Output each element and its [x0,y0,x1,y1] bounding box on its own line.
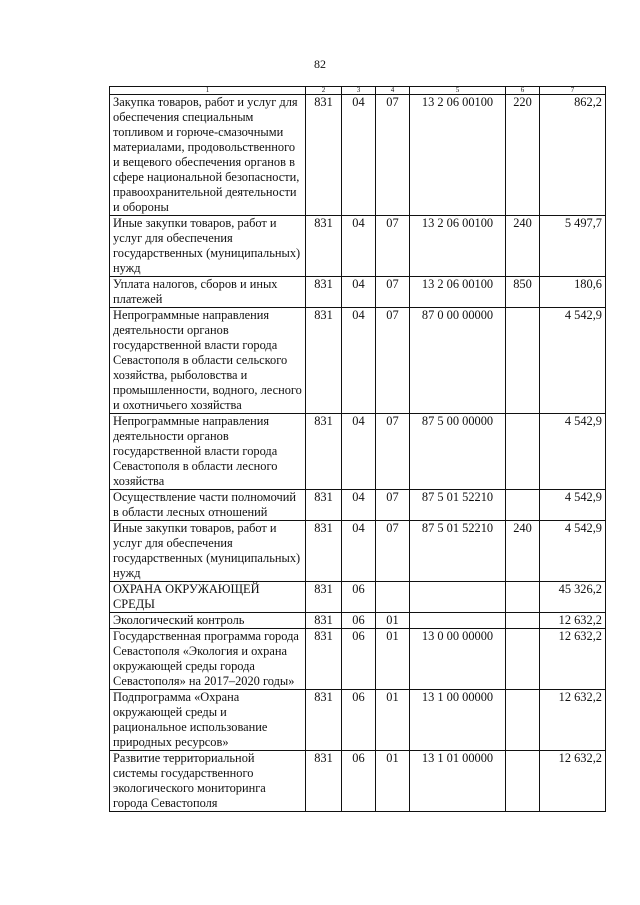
cell-grbs: 831 [306,414,342,490]
header-col-7: 7 [540,87,606,95]
cell-grbs: 831 [306,613,342,629]
cell-name: Непрограммные направления деятельности органов государственной власти города Севастополя в области лесного хозяйства [110,414,306,490]
cell-subsection: 01 [376,613,410,629]
cell-grbs: 831 [306,582,342,613]
cell-amount: 862,2 [540,95,606,216]
cell-grbs: 831 [306,277,342,308]
table-row [110,582,606,613]
cell-target-article: 13 0 00 00000 [410,629,506,690]
table-row [110,521,606,582]
cell-expense-type [506,751,540,812]
header-col-2: 2 [306,87,342,95]
header-col-4: 4 [376,87,410,95]
cell-name: Государственная программа города Севастополя «Экология и охрана окружающей среды города Севастополя» на 2017–2020 годы» [110,629,306,690]
table-body [110,95,606,812]
cell-expense-type [506,308,540,414]
cell-amount: 4 542,9 [540,521,606,582]
cell-name: Осуществление части полномочий в области лесных отношений [110,490,306,521]
table-row [110,277,606,308]
cell-grbs: 831 [306,308,342,414]
cell-section: 04 [342,521,376,582]
cell-target-article: 87 5 01 52210 [410,490,506,521]
cell-amount: 4 542,9 [540,490,606,521]
cell-section: 06 [342,690,376,751]
cell-section: 06 [342,582,376,613]
cell-section: 04 [342,216,376,277]
cell-subsection: 07 [376,308,410,414]
page-number: 82 [314,57,326,71]
cell-amount: 12 632,2 [540,613,606,629]
table-row [110,216,606,277]
cell-subsection: 07 [376,95,410,216]
cell-expense-type [506,582,540,613]
header-col-5: 5 [410,87,506,95]
cell-section: 04 [342,277,376,308]
cell-name: Непрограммные направления деятельности органов государственной власти города Севастополя в области сельского хозяйства, рыболовства и промышленности, водного, лесного и охотничьего хозяйства [110,308,306,414]
cell-target-article: 13 2 06 00100 [410,277,506,308]
cell-expense-type: 240 [506,521,540,582]
cell-name: Развитие территориальной системы государственного экологического мониторинга города Севастополя [110,751,306,812]
cell-target-article: 13 2 06 00100 [410,216,506,277]
cell-expense-type: 240 [506,216,540,277]
cell-target-article: 87 5 00 00000 [410,414,506,490]
cell-name: Уплата налогов, сборов и иных платежей [110,277,306,308]
cell-grbs: 831 [306,95,342,216]
cell-grbs: 831 [306,751,342,812]
cell-subsection: 01 [376,751,410,812]
header-col-1: 1 [110,87,306,95]
cell-target-article [410,613,506,629]
cell-target-article [410,582,506,613]
cell-grbs: 831 [306,690,342,751]
cell-section: 04 [342,414,376,490]
table-row [110,751,606,812]
cell-subsection: 07 [376,521,410,582]
table-row [110,690,606,751]
header-col-3: 3 [342,87,376,95]
cell-amount: 180,6 [540,277,606,308]
cell-name: Иные закупки товаров, работ и услуг для обеспечения государственных (муниципальных) нужд [110,216,306,277]
header-col-6: 6 [506,87,540,95]
cell-subsection: 01 [376,690,410,751]
cell-subsection: 07 [376,490,410,521]
header-row [110,87,606,95]
cell-amount: 4 542,9 [540,308,606,414]
table-row [110,629,606,690]
cell-expense-type [506,490,540,521]
cell-subsection: 07 [376,277,410,308]
cell-name: Экологический контроль [110,613,306,629]
cell-target-article: 87 5 01 52210 [410,521,506,582]
cell-section: 04 [342,490,376,521]
table-row [110,613,606,629]
cell-amount: 5 497,7 [540,216,606,277]
cell-section: 06 [342,751,376,812]
cell-amount: 45 326,2 [540,582,606,613]
table-row [110,308,606,414]
cell-section: 04 [342,95,376,216]
cell-expense-type [506,690,540,751]
cell-section: 06 [342,613,376,629]
table-row [110,95,606,216]
cell-name: Закупка товаров, работ и услуг для обеспечения специальным топливом и горюче-смазочными материалами, продовольственного и вещевого обеспечения органов в сфере национальной безопасности, правоохранительной деятельности и обороны [110,95,306,216]
cell-amount: 4 542,9 [540,414,606,490]
cell-subsection: 01 [376,629,410,690]
cell-target-article: 13 1 01 00000 [410,751,506,812]
table-row [110,414,606,490]
cell-subsection: 07 [376,216,410,277]
cell-section: 06 [342,629,376,690]
cell-target-article: 13 2 06 00100 [410,95,506,216]
cell-expense-type: 850 [506,277,540,308]
table-row [110,490,606,521]
budget-table [109,86,606,812]
cell-amount: 12 632,2 [540,690,606,751]
cell-target-article: 87 0 00 00000 [410,308,506,414]
cell-section: 04 [342,308,376,414]
cell-amount: 12 632,2 [540,629,606,690]
cell-target-article: 13 1 00 00000 [410,690,506,751]
cell-expense-type [506,629,540,690]
cell-name: Иные закупки товаров, работ и услуг для обеспечения государственных (муниципальных) нужд [110,521,306,582]
cell-subsection: 07 [376,414,410,490]
cell-expense-type [506,613,540,629]
cell-name: Подпрограмма «Охрана окружающей среды и рациональное использование природных ресурсов» [110,690,306,751]
cell-subsection [376,582,410,613]
cell-expense-type: 220 [506,95,540,216]
cell-name: ОХРАНА ОКРУЖАЮЩЕЙ СРЕДЫ [110,582,306,613]
cell-grbs: 831 [306,629,342,690]
cell-expense-type [506,414,540,490]
cell-grbs: 831 [306,490,342,521]
cell-grbs: 831 [306,216,342,277]
cell-amount: 12 632,2 [540,751,606,812]
cell-grbs: 831 [306,521,342,582]
